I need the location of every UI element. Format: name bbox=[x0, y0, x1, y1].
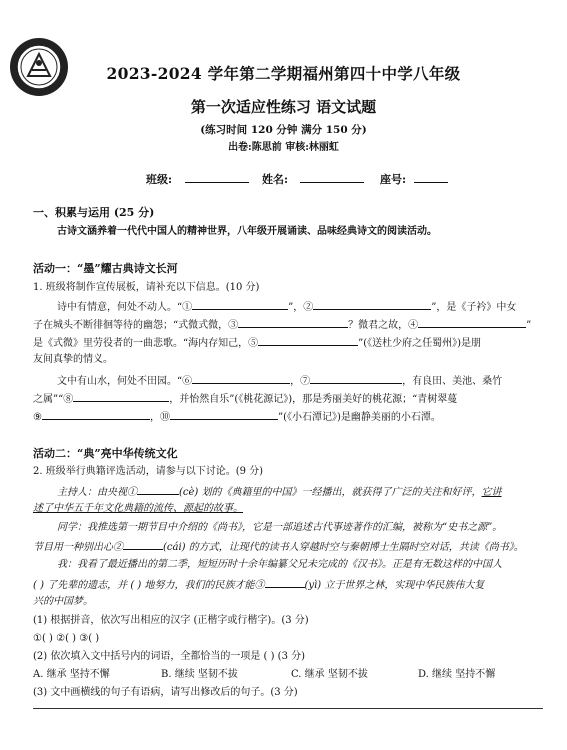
blank-7[interactable] bbox=[310, 373, 402, 384]
blank-5[interactable] bbox=[258, 335, 358, 346]
activity1-line5: 文中有山水，何处不田园。“⑥ ，⑦ ，有良田、美池、桑竹 bbox=[57, 373, 567, 389]
subquestion-1-answers[interactable]: ①( ) ②( ) ③( ) bbox=[33, 633, 100, 644]
option-b[interactable]: B. 继续 坚韧不拔 bbox=[161, 669, 238, 680]
blank-1[interactable] bbox=[192, 299, 288, 310]
activity2-heading: 活动二：“典”亮中华传统文化 bbox=[33, 447, 178, 460]
exam-info: (练习时间 120 分钟 满分 150 分) bbox=[200, 124, 367, 136]
seat-label: 座号: bbox=[380, 173, 407, 186]
exam-title-line1: 2023-2024 学年第二学期福州第四十中学八年级 bbox=[106, 64, 461, 83]
activity1-line7: ⑨ ，⑩ ”(《小石潭记》)是幽静美丽的小石潭。 bbox=[33, 409, 545, 425]
option-c[interactable]: C. 继承 坚韧不拔 bbox=[291, 669, 368, 680]
exam-authors: 出卷:陈思前 审核:林丽虹 bbox=[228, 142, 339, 153]
option-a[interactable]: A. 继承 坚持不懈 bbox=[33, 669, 110, 680]
activity2-para2-line2: 节目用一种别出心② (cái) 的方式，让现代的读书人穿越时空与秦朝博士生隔时空对话，共读《尚书》。 bbox=[33, 539, 545, 555]
answer-line[interactable] bbox=[33, 708, 543, 709]
blank-6[interactable] bbox=[192, 373, 290, 384]
blank-4[interactable] bbox=[418, 317, 526, 328]
section1-intro: 古诗文涵养着一代代中国人的精神世界，八年级开展诵读、品味经典诗文的阅读活动。 bbox=[57, 226, 437, 237]
exam-title-line2: 第一次适应性练习 语文试题 bbox=[190, 98, 377, 116]
blank-3[interactable] bbox=[238, 317, 348, 328]
activity2-para3-line3: 兴的中国梦。 bbox=[33, 596, 93, 607]
class-label: 班级: bbox=[146, 173, 173, 186]
subquestion-3: (3) 文中画横线的句子有语病，请写出修改后的句子。(3 分) bbox=[33, 687, 298, 698]
section1-heading: 一、积累与运用 (25 分) bbox=[33, 206, 155, 219]
question2-prompt: 2. 班级举行典籍评选活动，请参与以下讨论。(9 分) bbox=[33, 466, 264, 477]
seat-field[interactable] bbox=[414, 171, 448, 186]
question1-prompt: 1. 班级将制作宣传展板，请补充以下信息。(10 分) bbox=[33, 282, 260, 293]
name-field[interactable] bbox=[300, 171, 364, 186]
blank-10[interactable] bbox=[170, 409, 278, 420]
activity1-line4: 友间真挚的情义。 bbox=[33, 354, 113, 365]
class-field[interactable] bbox=[185, 171, 249, 186]
activity1-line2: 子在城头不断徘徊等待的幽怨；“式微式微，③ ？微君之故，④ ” bbox=[33, 317, 545, 333]
blank-2[interactable] bbox=[313, 299, 431, 310]
activity1-line1: 诗中有情意，何处不动人。“① ”，② ”，是《子衿》中女 bbox=[57, 299, 567, 315]
underlined-sentence: 述了中华五千年文化典籍的流传、源起的故事。 bbox=[33, 503, 243, 514]
activity2-para1-line1: 主持人：由央视① (cè) 划的《典籍里的中国》一经播出，就获得了广泛的关注和好评，它讲 bbox=[57, 484, 567, 500]
underlined-sentence-start: 它讲 bbox=[481, 487, 502, 498]
subquestion-2: (2) 依次填入文中括号内的词语，全都恰当的一项是 ( ) (3 分) bbox=[33, 651, 306, 662]
blank-pinyin-2[interactable] bbox=[123, 539, 163, 550]
blank-pinyin-3[interactable] bbox=[265, 577, 305, 588]
blank-8[interactable] bbox=[73, 391, 169, 402]
blank-pinyin-1[interactable] bbox=[137, 484, 179, 495]
activity1-line3: 是《式微》里劳役者的一曲悲歌。“海内存知己，⑤ ”(《送杜少府之任蜀州》)是朋 bbox=[33, 335, 545, 351]
activity2-para3-line1: 我：我看了最近播出的第二季，短短历时十余年编纂父兄未完成的《汉书》。正是有无数这样的中国人 bbox=[57, 559, 502, 570]
activity1-heading: 活动一：“墨”耀古典诗文长河 bbox=[33, 262, 178, 275]
option-d[interactable]: D. 继续 坚持不懈 bbox=[418, 669, 496, 680]
activity2-para3-line2: ( ) 了先辈的遗志，并 ( ) 地努力，我们的民族才能③ (yì) 立于世界之林，实现中华民族伟大复 bbox=[33, 577, 545, 593]
name-label: 姓名: bbox=[262, 173, 289, 186]
blank-9[interactable] bbox=[42, 409, 150, 420]
activity2-para2-line1: 同学：我推选第一期节目中介绍的《尚书》，它是一部追述古代事迹著作的汇编，被称为“史书之源”。 bbox=[57, 522, 503, 533]
subquestion-1: (1) 根据拼音，依次写出相应的汉字 (正楷字或行楷字)。(3 分) bbox=[33, 615, 309, 626]
activity1-line6: 之属”“⑧ ，并怡然自乐”(《桃花源记》)，那是秀丽美好的桃花源；“青树翠蔓 bbox=[33, 391, 545, 407]
